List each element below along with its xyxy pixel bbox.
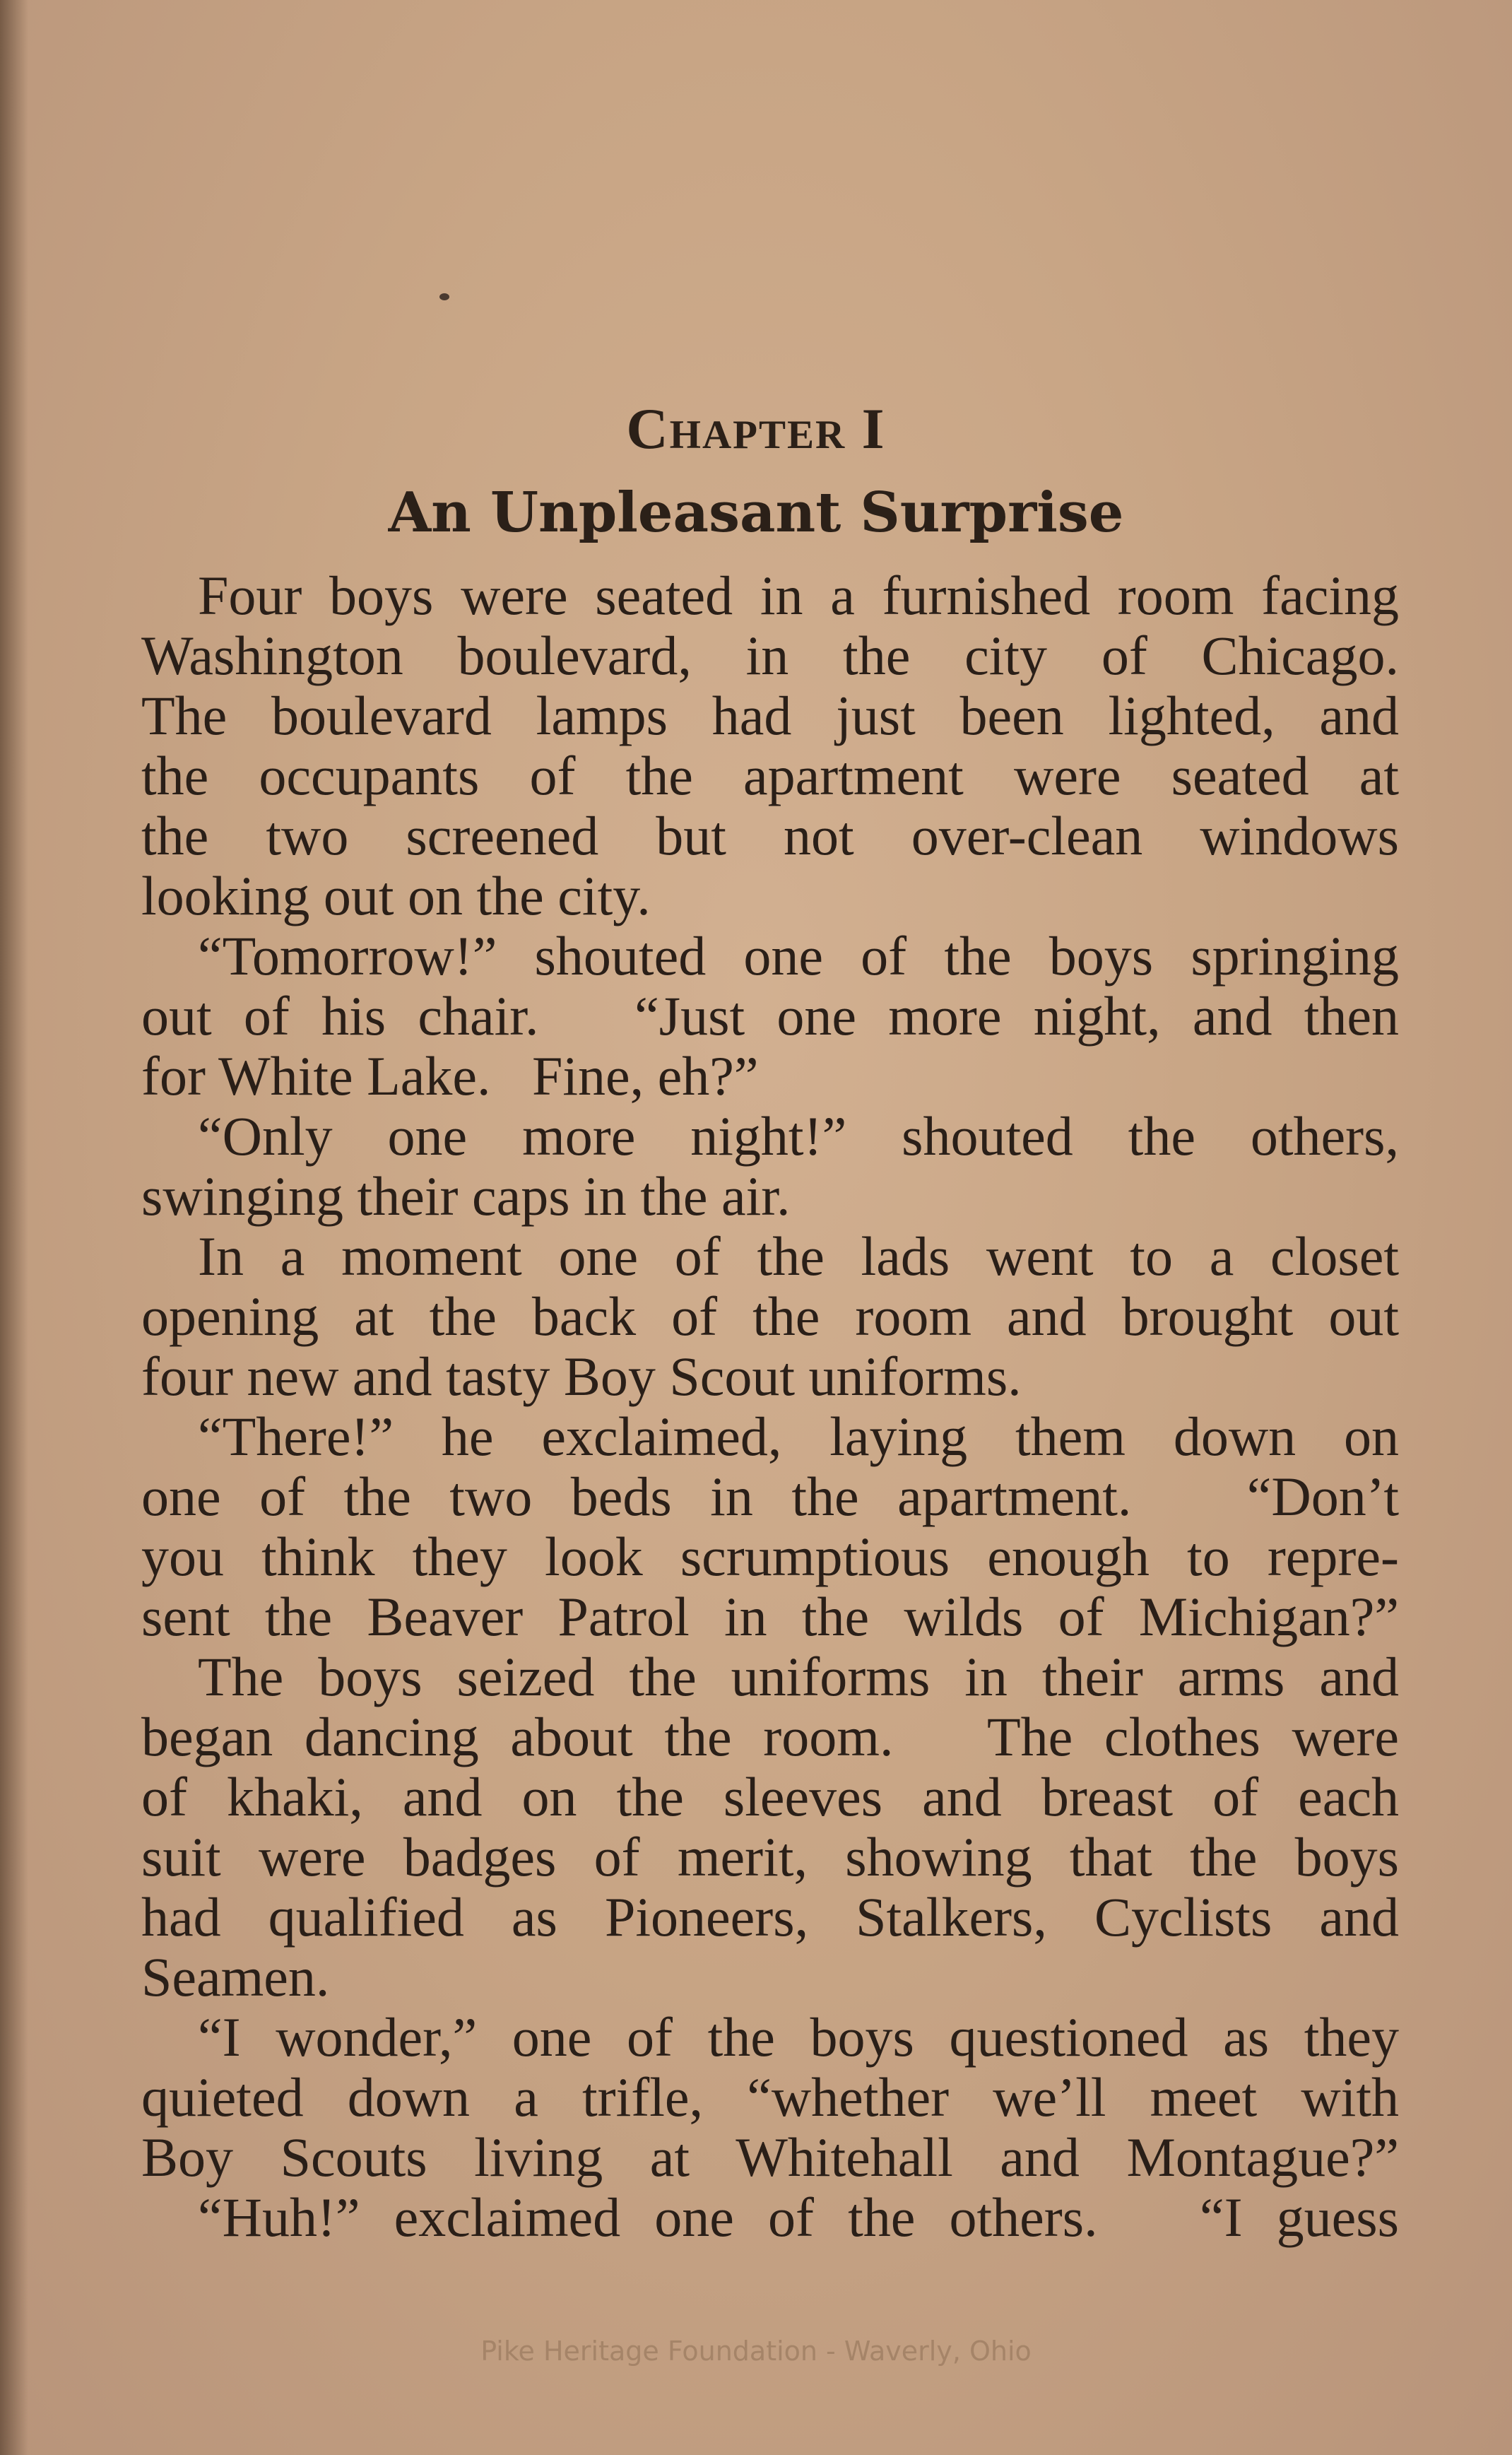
text-line: “Only one more night!” shouted the others,: [198, 1105, 1399, 1167]
text-line: Washington boulevard, in the city of Chicago.: [141, 625, 1399, 686]
ink-speck: [439, 293, 449, 300]
text-line: “Huh!” exclaimed one of the others. “I guess: [198, 2186, 1399, 2248]
text-line: the occupants of the apartment were seated at: [141, 745, 1399, 806]
text-line: opening at the back of the room and brought out: [141, 1285, 1399, 1347]
text-line: In a moment one of the lads went to a closet: [198, 1225, 1399, 1287]
page-edge-shadow: [0, 0, 28, 2455]
text-line: The boulevard lamps had just been lighted, and: [141, 685, 1399, 746]
text-line: The boys seized the uniforms in their arms and: [198, 1646, 1399, 1707]
text-line: Boy Scouts living at Whitehall and Montague?”: [141, 2126, 1399, 2188]
text-line: “I wonder,” one of the boys questioned as they: [198, 2006, 1399, 2068]
text-line: out of his chair. “Just one more night, and then: [141, 985, 1399, 1047]
text-line: swinging their caps in the air.: [141, 1165, 791, 1227]
text-line: for White Lake. Fine, eh?”: [141, 1045, 759, 1107]
text-line: Four boys were seated in a furnished room facing: [198, 565, 1399, 626]
text-line: four new and tasty Boy Scout uniforms.: [141, 1346, 1022, 1407]
chapter-number: Chapter I: [626, 396, 886, 461]
chapter-title: An Unpleasant Surprise: [388, 481, 1124, 545]
text-line: quieted down a trifle, “whether we’ll meet with: [141, 2066, 1399, 2128]
text-line: suit were badges of merit, showing that the boys: [141, 1826, 1399, 1888]
text-line: sent the Beaver Patrol in the wilds of Michigan?”: [141, 1586, 1399, 1647]
text-line: the two screened but not over-clean windows: [141, 805, 1399, 866]
text-line: looking out on the city.: [141, 865, 651, 926]
chapter-body-text: [141, 565, 1399, 2247]
text-line: of khaki, and on the sleeves and breast of each: [141, 1766, 1399, 1827]
text-line: Seamen.: [141, 1946, 330, 2008]
text-line: had qualified as Pioneers, Stalkers, Cyclists and: [141, 1886, 1399, 1948]
text-line: one of the two beds in the apartment. “Don’t: [141, 1466, 1399, 1527]
text-line: began dancing about the room. The clothes were: [141, 1706, 1399, 1767]
footer-watermark: Pike Heritage Foundation - Waverly, Ohio: [480, 2336, 1032, 2367]
text-line: “There!” he exclaimed, laying them down on: [198, 1406, 1399, 1467]
text-line: “Tomorrow!” shouted one of the boys springing: [198, 925, 1399, 987]
text-line: you think they look scrumptious enough to repre-: [141, 1526, 1399, 1587]
